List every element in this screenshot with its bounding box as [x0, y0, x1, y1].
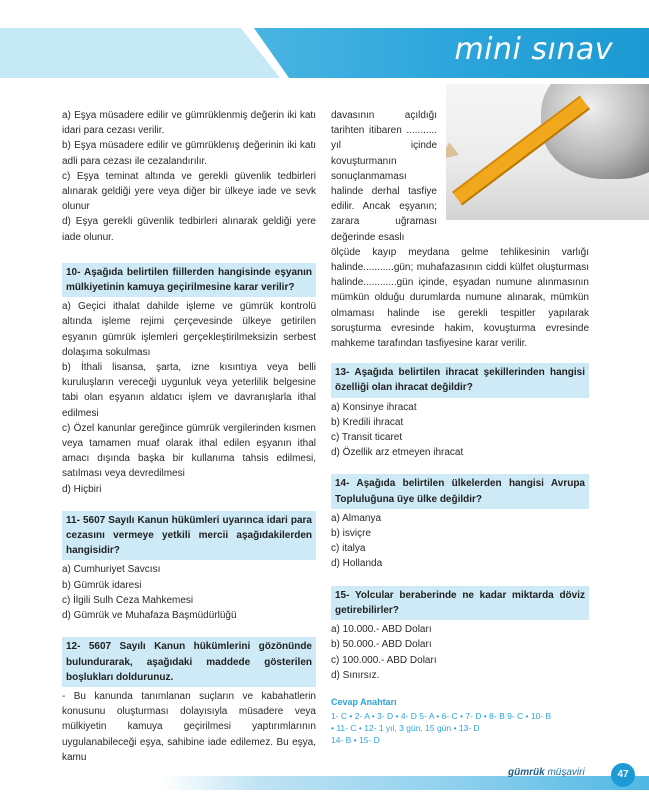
answer-key-title: Cevap Anahtarı: [331, 696, 397, 707]
q13-option-a: a) Konsinye ihracat: [331, 401, 417, 413]
q11-option-b: b) Gümrük idaresi: [62, 579, 142, 591]
header-band-light: [0, 28, 280, 78]
left-column: [62, 108, 316, 765]
answer-key-line-2: • 11- C • 12- 1 yıl, 3 gün, 15 gün • 13- D: [331, 723, 480, 734]
q15-option-b: b) 50.000.- ABD Doları: [331, 639, 432, 651]
q15-option-d: d) Sınırsız.: [331, 669, 380, 681]
q11-option-c: c) İlgili Sulh Ceza Mahkemesi: [62, 594, 194, 606]
q11-option-a: a) Cumhuriyet Savcısı: [62, 564, 161, 576]
footer: [0, 767, 649, 800]
q12-question: 12- 5607 Sayılı Kanun hükümlerini gözönünde bulundurarak, aşağıdaki maddede gösterilen boşlukları doldurunuz.: [62, 637, 316, 687]
q15-option-a: a) 10.000.- ABD Doları: [331, 624, 432, 636]
footer-brand-rest: müşaviri: [544, 767, 585, 778]
q12-text-start: - Bu kanunda tanımlanan suçların ve kabahatlerin konusunu oluşturması dolayısıyla müsadere veya mülkiyetin kamuya geçirilmesi yaptırımlarının uygulanabileceği eşya, sahibine iade edilemez. Bu eşya, kamu: [62, 690, 316, 763]
q9-option-b: b) Eşya müsadere edilir ve gümrüklenış değerinin iki katı adli para cezası ile cezalandırılır.: [62, 140, 316, 167]
answer-key-line-3: 14- B • 15- D: [331, 735, 380, 746]
footer-brand-bold: gümrük: [508, 767, 545, 778]
q10-option-b: b) İthali lisansa, şarta, izne kısıntıya veya belli kuruluşların vereceği uygunluk veya yeterlilik belgesine tabi olan eşyanın aldatıcı işlem ve davranışlarla ithal edilmesi: [62, 362, 316, 419]
q14-option-c: c) italya: [331, 543, 366, 555]
q14-option-a: a) Almanya: [331, 512, 382, 524]
page-number: 47: [611, 763, 635, 787]
q13-question: 13- Aşağıda belirtilen ihracat şekillerinden hangisi özelliği olan ihracat değildir?: [331, 363, 589, 397]
footer-gradient-bar: [0, 776, 649, 790]
q11-option-d: d) Gümrük ve Muhafaza Başmüdürlüğü: [62, 610, 237, 622]
q9-option-c: c) Eşya teminat altında ve gerekli güvenlik tedbirleri alınarak geldiği yere veya diğer bir ülkeye iade ve sevk olunur: [62, 170, 316, 213]
q14-option-b: b) isviçre: [331, 528, 372, 540]
right-column: [331, 108, 589, 746]
q13-option-b: b) Kredili ihracat: [331, 416, 404, 428]
q9-option-d: d) Eşya gerekli güvenlik tedbirleri alınarak geldiği yere iade olunur.: [62, 216, 316, 243]
q10-option-c: c) Özel kanunlar gereğince gümrük vergilerinden kısmen veya tamamen muaf olarak ithal edilen eşyanın ithal amacı dışında başka bir kullanıma tahsis edilmesi, satılması veya devredilmesi: [62, 422, 316, 480]
q15-question: 15- Yolcular beraberinde ne kadar miktarda döviz getirebilirler?: [331, 586, 589, 620]
answer-key-line-1: 1- C • 2- A • 3- D • 4- D 5- A • 6- C • 7- D • 8- B 9- C • 10- B: [331, 711, 552, 722]
q10-option-d: d) Hiçbiri: [62, 483, 102, 495]
q10-question: 10- Aşağıda belirtilen fiillerden hangisinde eşyanın mülkiyetinin kamuya geçirilmesine karar verilir?: [62, 263, 316, 297]
q9-option-a: a) Eşya müsadere edilir ve gümrüklenmiş değerin iki katı idari para cezası verilir.: [62, 110, 316, 137]
q13-option-d: d) Özellik arz etmeyen ihracat: [331, 447, 464, 459]
q14-option-d: d) Hollanda: [331, 558, 383, 570]
footer-brand: [508, 767, 585, 778]
q10-option-a: a) Geçici ithalat dahilde işleme ve gümrük kontrolü altında işleme rejimi çerçevesinde ülkeye getirilen eşyanın gümrük işlemleri gerçekleştirilmeksizin serbest dolaşıma sokulması: [62, 301, 316, 358]
page-title: mini sınav: [454, 32, 613, 67]
q12-text-wide: ölçüde kayıp meydana gelme tehlikesinin varlığı halinde...........gün; muhafazasının ciddi külfet oluşturması halinde............gün içinde, eşyadan numune alınmasının mümkün olduğu durumlarda numune alınarak, mümkün olmaması halinde ise gerekli tespitler yapılarak soruşturma evresinde hakim, kovuşturma evresinde mahkeme tarafından tasfiyesine karar verilir.: [331, 246, 589, 350]
q13-option-c: c) Transit ticaret: [331, 432, 403, 444]
q11-question: 11- 5607 Sayılı Kanun hükümleri uyarınca idari para cezasını vermeye yetkili mercii aşağıdakilerden hangisidir?: [62, 511, 316, 561]
q14-question: 14- Aşağıda belirtilen ülkelerden hangisi Avrupa Topluluğuna üye ülke değildir?: [331, 474, 589, 508]
q15-option-c: c) 100.000.- ABD Doları: [331, 654, 437, 666]
q12-text-narrow: davasının açıldığı tarihten itibaren ........... yıl içinde kovuşturmanın sonuçlanmaması halinde derhal tasfiye edilir. Ancak eşyanın; zarara uğraması değerinde esaslı: [331, 110, 437, 243]
